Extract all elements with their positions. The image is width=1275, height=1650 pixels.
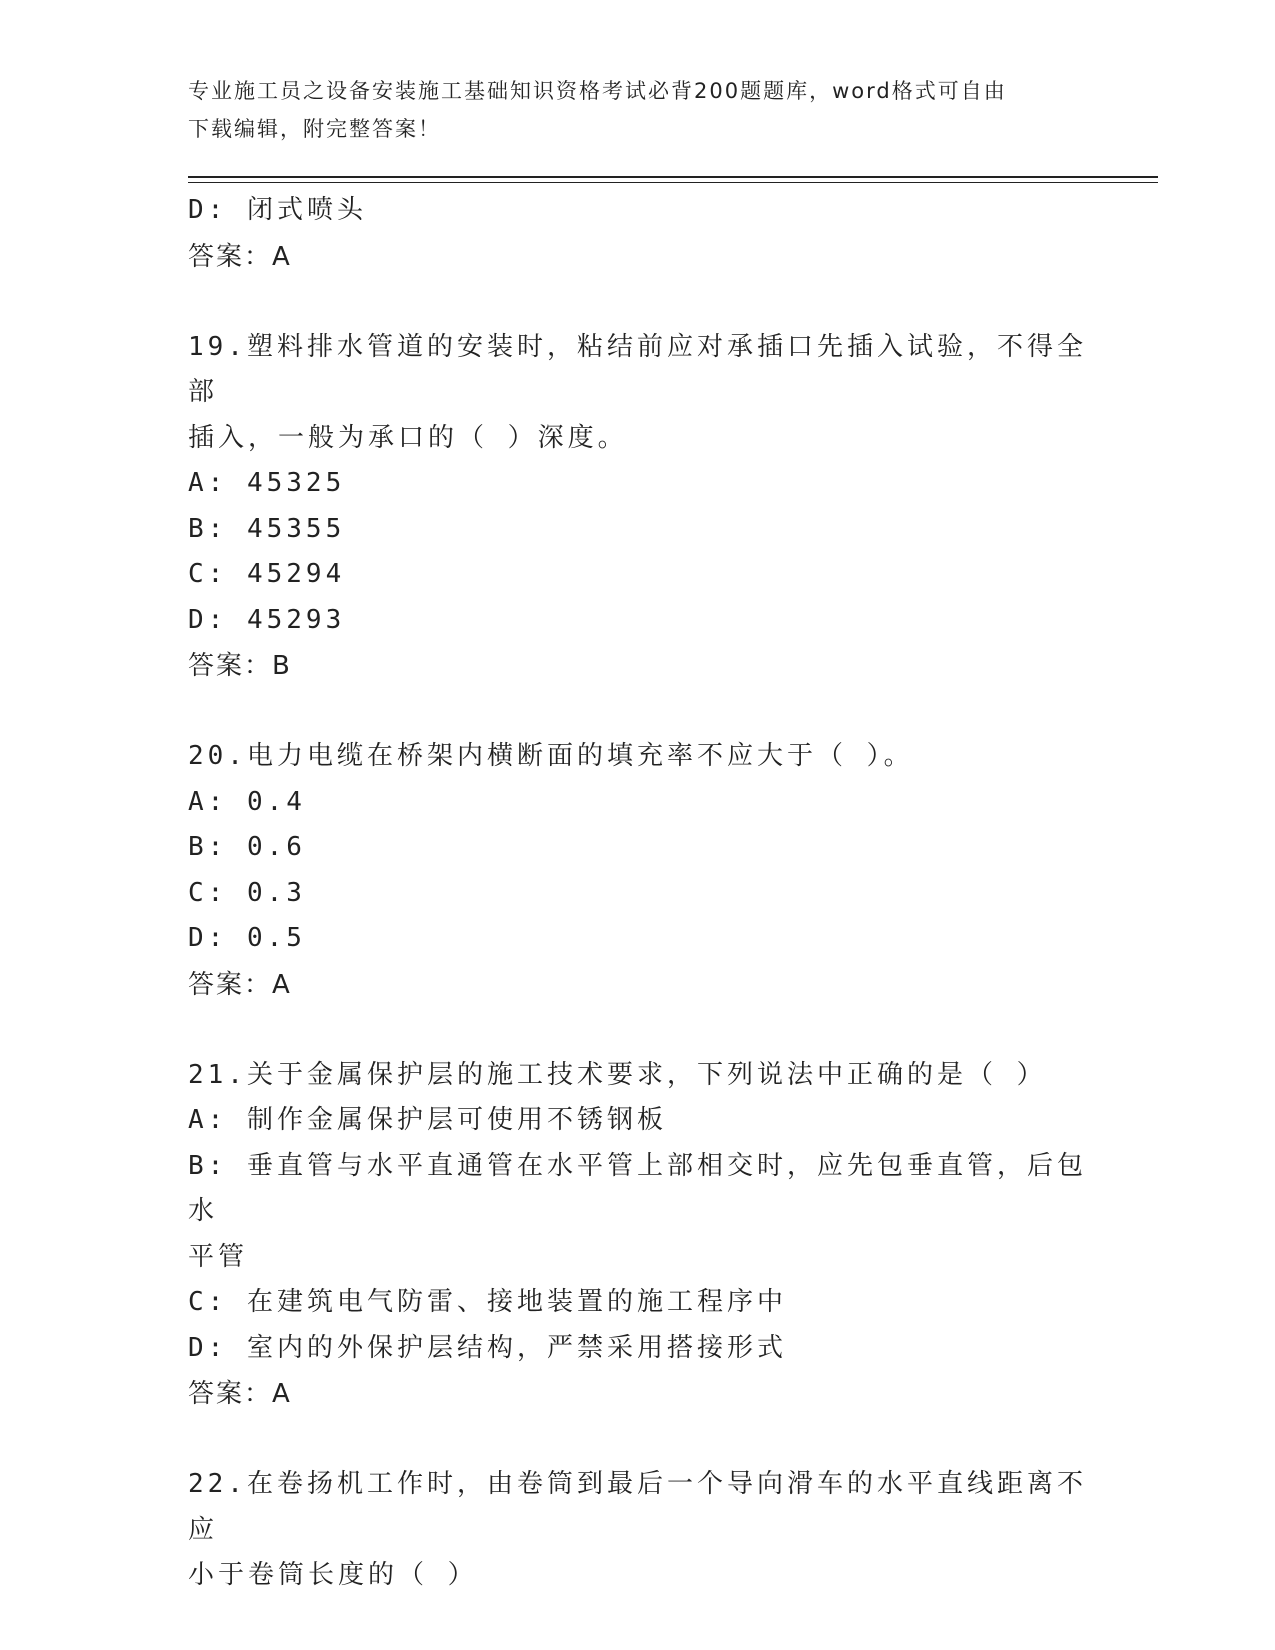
question-22 xyxy=(188,1462,1088,1599)
option-d: D: 0.5 xyxy=(188,923,306,953)
option-b: B: 垂直管与水平直通管在水平管上部相交时，应先包垂直管，后包水 xyxy=(188,1150,1087,1226)
header-rule-thick xyxy=(188,176,1158,178)
header-line-2: 下载编辑，附完整答案！ xyxy=(188,117,441,141)
header-line-1: 专业施工员之设备安装施工基础知识资格考试必背200题题库，word格式可自由 xyxy=(188,79,1007,103)
question-text-line: 20.电力电缆在桥架内横断面的填充率不应大于（ ）。 xyxy=(188,741,914,771)
prev-answer: 答案：A xyxy=(188,241,292,272)
option-c: C: 45294 xyxy=(188,559,346,589)
question-text-line: 19.塑料排水管道的安装时，粘结前应对承插口先插入试验，不得全部 xyxy=(188,331,1087,407)
option-c: C: 0.3 xyxy=(188,877,306,908)
option-d: D: 室内的外保护层结构，严禁采用搭接形式 xyxy=(188,1332,787,1363)
option-c: C: 在建筑电气防雷、接地装置的施工程序中 xyxy=(188,1287,787,1317)
option-a: A: 制作金属保护层可使用不锈钢板 xyxy=(188,1105,667,1135)
question-text-line: 小于卷筒长度的（ ） xyxy=(188,1560,478,1590)
option-b: B: 45355 xyxy=(188,513,346,544)
option-b-continued: 平管 xyxy=(188,1241,249,1272)
question-text-line: 22.在卷扬机工作时，由卷筒到最后一个导向滑车的水平直线距离不应 xyxy=(188,1469,1087,1545)
answer: 答案：B xyxy=(188,651,292,681)
option-d: D: 45293 xyxy=(188,604,346,635)
header-rule-thin xyxy=(188,182,1158,183)
option-a: A: 45325 xyxy=(188,468,346,498)
option-b: B: 0.6 xyxy=(188,832,306,862)
question-content xyxy=(188,188,1088,1599)
answer: 答案：A xyxy=(188,1379,292,1409)
question-text-line: 插入，一般为承口的（ ）深度。 xyxy=(188,422,628,453)
question-20 xyxy=(188,734,1088,1008)
prev-option-d: D: 闭式喷头 xyxy=(188,195,367,225)
answer: 答案：A xyxy=(188,969,292,1000)
page-header xyxy=(188,72,1088,148)
option-a: A: 0.4 xyxy=(188,786,306,817)
question-text-line: 21.关于金属保护层的施工技术要求，下列说法中正确的是（ ） xyxy=(188,1059,1047,1090)
question-21 xyxy=(188,1053,1088,1418)
question-19 xyxy=(188,325,1088,690)
